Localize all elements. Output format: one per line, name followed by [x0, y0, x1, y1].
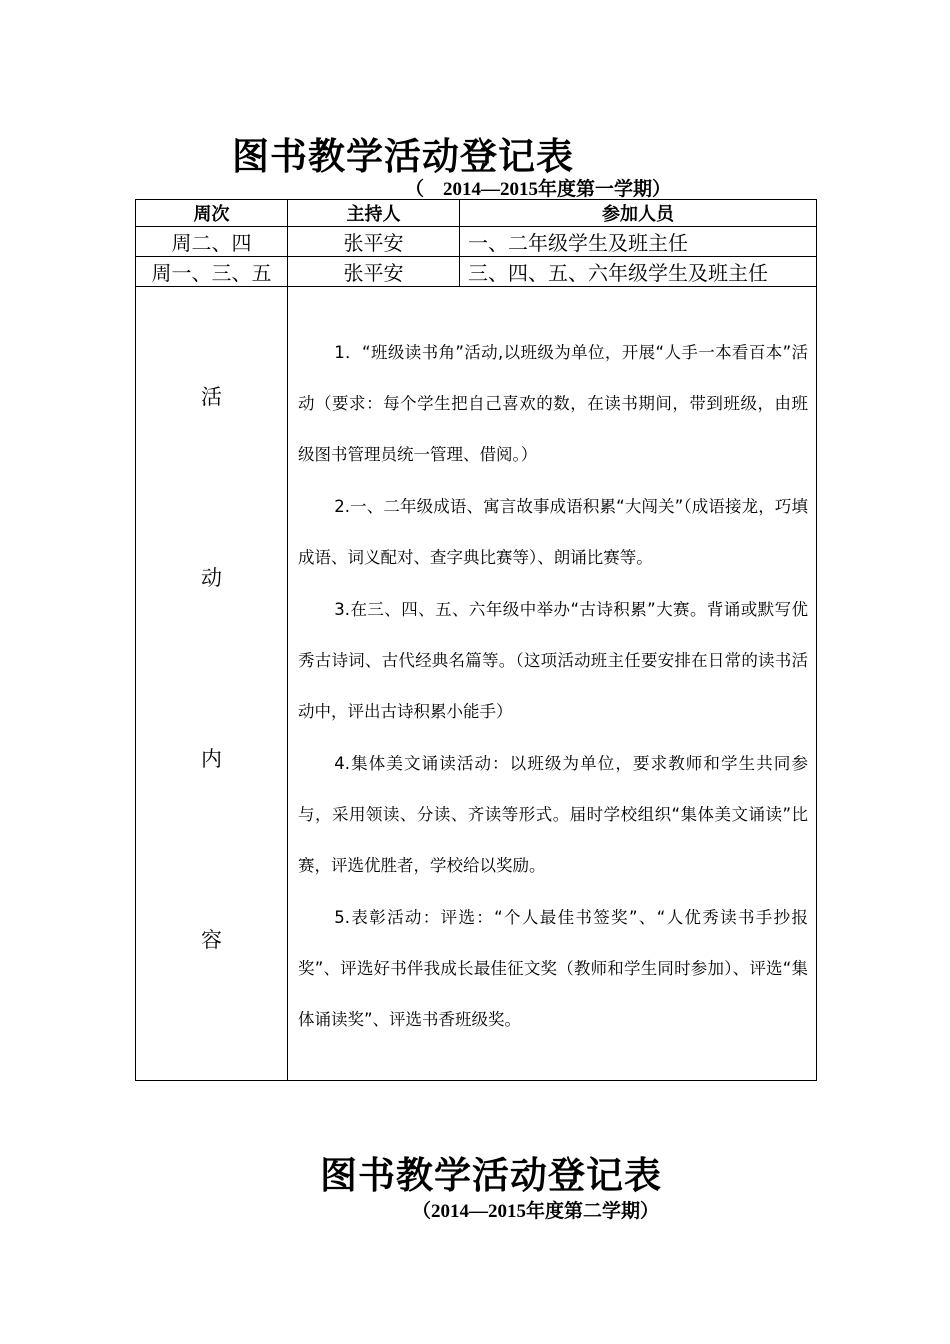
activity-content-label	[136, 287, 288, 1081]
content-item: 1．“班级读书角”活动,以班级为单位，开展“人手一本看百本”活动（要求：每个学生把自己喜欢的数，在读书期间，带到班级，由班级图书管理员统一管理、借阅。）	[298, 342, 808, 464]
form2-title: 图书教学活动登记表	[320, 1154, 662, 1197]
label-char: 动	[201, 566, 222, 590]
host-cell: 张平安	[288, 257, 460, 287]
activity-content-text	[288, 287, 817, 1081]
week-cell: 周二、四	[136, 227, 288, 257]
form1-title: 图书教学活动登记表	[232, 135, 574, 178]
table-row	[136, 257, 817, 287]
host-cell: 张平安	[288, 227, 460, 257]
participants-cell: 一、二年级学生及班主任	[460, 227, 817, 257]
label-char: 活	[201, 385, 222, 409]
label-char: 容	[201, 928, 222, 952]
registration-table	[135, 199, 817, 1081]
label-char: 内	[201, 747, 222, 771]
header-participants: 参加人员	[460, 200, 817, 227]
table-row	[136, 227, 817, 257]
content-item: 4.集体美文诵读活动：以班级为单位，要求教师和学生共同参与，采用领读、分读、齐读等形式。届时学校组织“集体美文诵读”比赛，评选优胜者，学校给以奖励。	[298, 753, 808, 875]
header-host: 主持人	[288, 200, 460, 227]
header-week: 周次	[136, 200, 288, 227]
content-item: 5.表彰活动：评选：“个人最佳书签奖”、“人优秀读书手抄报奖”、评选好书伴我成长最佳征文奖（教师和学生同时参加）、评选“集体诵读奖”、评选书香班级奖。	[298, 907, 808, 1029]
content-item: 2.一、二年级成语、寓言故事成语积累“大闯关”（成语接龙，巧填成语、词义配对、查字典比赛等）、朗诵比赛等。	[298, 496, 808, 567]
form1-term: （ 2014—2015年度第一学期）	[405, 179, 672, 200]
week-cell: 周一、三、五	[136, 257, 288, 287]
activity-content-row	[136, 287, 817, 1081]
participants-cell: 三、四、五、六年级学生及班主任	[460, 257, 817, 287]
table-header-row	[136, 200, 817, 227]
content-item: 3.在三、四、五、六年级中举办“古诗积累”大赛。背诵或默写优秀古诗词、古代经典名篇等。（这项活动班主任要安排在日常的读书活动中，评出古诗积累小能手）	[298, 599, 808, 721]
form2-term: （2014—2015年度第二学期）	[412, 1201, 660, 1222]
